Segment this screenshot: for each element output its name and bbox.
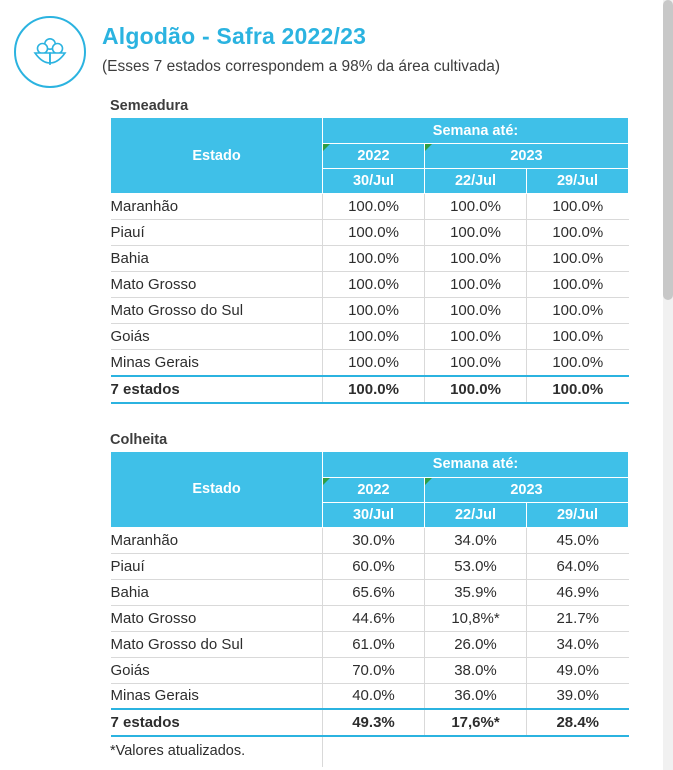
section-label-colheita: Colheita	[110, 431, 168, 448]
cell-total-label: 7 estados	[111, 709, 323, 736]
cell-value-22jul: 100.0%	[425, 220, 527, 246]
cell-value-2022: 65.6%	[323, 579, 425, 605]
table-semeadura	[110, 117, 629, 404]
column-header-year-2022: 2022	[323, 144, 425, 169]
cell-value-22jul: 100.0%	[425, 272, 527, 298]
cell-value-2022: 70.0%	[323, 657, 425, 683]
cell-estado: Mato Grosso	[111, 272, 323, 298]
cell-estado: Piauí	[111, 220, 323, 246]
cell-value-22jul: 100.0%	[425, 246, 527, 272]
table-header-row	[111, 451, 629, 477]
cell-value-2022: 100.0%	[323, 324, 425, 350]
column-header-date-30jul-2022: 30/Jul	[323, 169, 425, 194]
document-header	[0, 0, 673, 88]
cell-value-2022: 100.0%	[323, 220, 425, 246]
cell-estado: Goiás	[111, 657, 323, 683]
column-header-date-22jul-2023: 22/Jul	[425, 502, 527, 527]
column-header-date-22jul-2023: 22/Jul	[425, 169, 527, 194]
cell-value-29jul: 21.7%	[527, 605, 629, 631]
cell-value-22jul: 36.0%	[425, 683, 527, 709]
cell-value-2022: 100.0%	[323, 350, 425, 376]
cotton-boll-icon	[14, 16, 86, 88]
cell-value-29jul: 49.0%	[527, 657, 629, 683]
cell-value-29jul: 100.0%	[527, 194, 629, 220]
cell-estado: Minas Gerais	[111, 683, 323, 709]
table-row	[111, 683, 629, 709]
cell-value-2022: 100.0%	[323, 272, 425, 298]
cell-estado: Minas Gerais	[111, 350, 323, 376]
column-header-year-2023: 2023	[425, 144, 629, 169]
cell-value-2022: 44.6%	[323, 605, 425, 631]
cell-value-29jul: 100.0%	[527, 324, 629, 350]
cell-value-22jul: 10,8%*	[425, 605, 527, 631]
table-row	[111, 553, 629, 579]
page-subtitle: (Esses 7 estados correspondem a 98% da área cultivada)	[102, 58, 501, 76]
cell-estado: Mato Grosso	[111, 605, 323, 631]
header-text	[102, 14, 500, 76]
column-header-estado: Estado	[111, 451, 323, 527]
cell-value-29jul: 34.0%	[527, 631, 629, 657]
cell-total-22jul: 17,6%*	[425, 709, 527, 736]
table-total-row	[111, 709, 629, 736]
table-total-row	[111, 376, 629, 403]
cell-value-22jul: 100.0%	[425, 324, 527, 350]
table-row	[111, 246, 629, 272]
cell-value-22jul: 26.0%	[425, 631, 527, 657]
cell-value-22jul: 35.9%	[425, 579, 527, 605]
column-header-date-29jul-2023: 29/Jul	[527, 502, 629, 527]
cell-estado: Mato Grosso do Sul	[111, 631, 323, 657]
cell-value-2022: 100.0%	[323, 246, 425, 272]
table-row	[111, 272, 629, 298]
cell-value-22jul: 34.0%	[425, 527, 527, 553]
table-row	[111, 657, 629, 683]
page-title: Algodão - Safra 2022/23	[102, 23, 367, 49]
cell-total-label: 7 estados	[111, 376, 323, 403]
cell-total-29jul: 100.0%	[527, 376, 629, 403]
cell-value-29jul: 46.9%	[527, 579, 629, 605]
table-row	[111, 579, 629, 605]
cell-value-22jul: 38.0%	[425, 657, 527, 683]
cell-value-29jul: 100.0%	[527, 246, 629, 272]
table-row	[111, 194, 629, 220]
cell-value-29jul: 39.0%	[527, 683, 629, 709]
scrollbar-thumb[interactable]	[663, 0, 673, 300]
cell-estado: Maranhão	[111, 527, 323, 553]
table-row	[111, 631, 629, 657]
cell-value-29jul: 45.0%	[527, 527, 629, 553]
table-row	[111, 527, 629, 553]
cell-value-22jul: 100.0%	[425, 194, 527, 220]
section-colheita	[0, 432, 673, 760]
column-header-year-2022: 2022	[323, 477, 425, 502]
cell-value-2022: 100.0%	[323, 298, 425, 324]
cell-estado: Goiás	[111, 324, 323, 350]
cell-total-2022: 100.0%	[323, 376, 425, 403]
cell-value-29jul: 100.0%	[527, 298, 629, 324]
column-header-semana: Semana até:	[323, 118, 629, 144]
cell-value-2022: 60.0%	[323, 553, 425, 579]
cell-estado: Mato Grosso do Sul	[111, 298, 323, 324]
table-colheita	[110, 451, 629, 738]
cell-total-2022: 49.3%	[323, 709, 425, 736]
cell-value-29jul: 64.0%	[527, 553, 629, 579]
footnote	[110, 743, 628, 759]
cell-value-2022: 61.0%	[323, 631, 425, 657]
section-semeadura	[0, 98, 673, 404]
cell-value-22jul: 53.0%	[425, 553, 527, 579]
cell-value-2022: 100.0%	[323, 194, 425, 220]
table-row	[111, 605, 629, 631]
cell-estado: Piauí	[111, 553, 323, 579]
cell-value-29jul: 100.0%	[527, 350, 629, 376]
table-row	[111, 298, 629, 324]
cell-value-29jul: 100.0%	[527, 272, 629, 298]
table-header-row	[111, 118, 629, 144]
cell-estado: Bahia	[111, 246, 323, 272]
cell-value-2022: 40.0%	[323, 683, 425, 709]
footnote-text: *Valores atualizados.	[110, 743, 246, 759]
column-header-date-29jul-2023: 29/Jul	[527, 169, 629, 194]
cell-total-22jul: 100.0%	[425, 376, 527, 403]
cell-estado: Maranhão	[111, 194, 323, 220]
table-row	[111, 324, 629, 350]
section-label-semeadura: Semeadura	[110, 98, 189, 114]
column-header-year-2023: 2023	[425, 477, 629, 502]
column-header-estado: Estado	[111, 118, 323, 194]
footnote-divider	[322, 737, 323, 767]
vertical-scrollbar[interactable]	[663, 0, 673, 770]
cell-total-29jul: 28.4%	[527, 709, 629, 736]
cell-value-22jul: 100.0%	[425, 298, 527, 324]
cell-value-22jul: 100.0%	[425, 350, 527, 376]
cell-value-29jul: 100.0%	[527, 220, 629, 246]
cell-value-2022: 30.0%	[323, 527, 425, 553]
column-header-date-30jul-2022: 30/Jul	[323, 502, 425, 527]
column-header-semana: Semana até:	[323, 451, 629, 477]
table-row	[111, 220, 629, 246]
table-row	[111, 350, 629, 376]
cell-estado: Bahia	[111, 579, 323, 605]
